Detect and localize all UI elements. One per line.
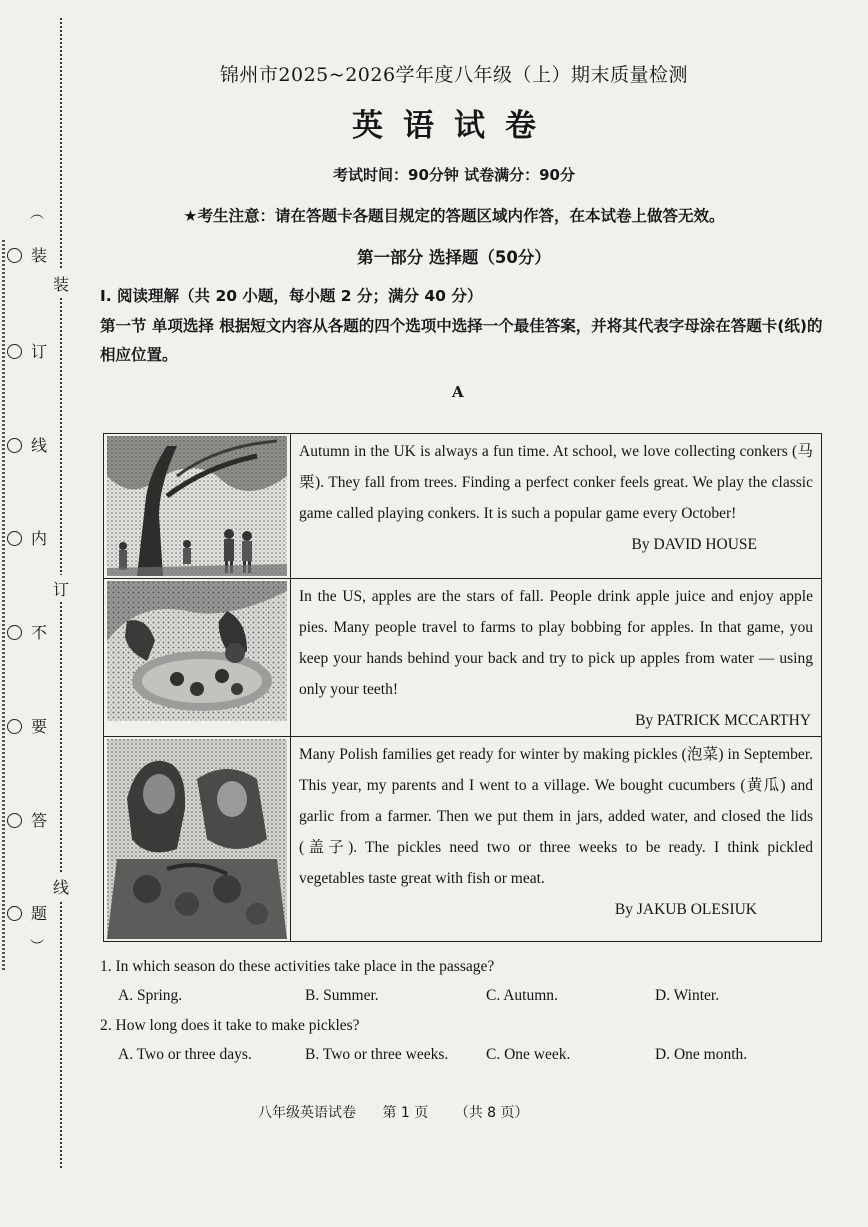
passage-label: A — [452, 383, 464, 401]
passage-author: By DAVID HOUSE — [631, 536, 757, 553]
binding-hole — [7, 625, 22, 640]
passage-author: By JAKUB OLESIUK — [614, 901, 757, 918]
binding-hole — [7, 906, 22, 921]
binding-hole — [7, 531, 22, 546]
section-instruction: 第一节 单项选择 根据短文内容从各题的四个选项中选择一个最佳答案，并将其代表字母涂在答题卡(纸)的相应位置。 — [100, 317, 823, 364]
section-title: I. 阅读理解（共 20 小题，每小题 2 分；满分 40 分） — [100, 287, 483, 305]
binding-top-paren: ︵ — [30, 206, 44, 222]
passage-text: Many Polish families get ready for winter by making pickles (泡菜) in September. This year, my parents and I went to a village. We bought cucumbers (黄瓜) and garlic from a farmer. Then we put them in jars, added water, and closed the lids (盖子). The pickles need two or three weeks to be ready. I think pickled vegetables taste great with fish or meat. — [299, 746, 813, 887]
question-option[interactable]: C. Autumn. — [486, 987, 558, 1004]
passage-image-cell — [104, 434, 291, 579]
binding-bottom-paren: ︶ — [30, 939, 44, 955]
passage-text-cell — [291, 434, 822, 579]
footer-total-pages: （共 8 页） — [454, 1105, 529, 1121]
binding-outer-char: 线 — [53, 873, 69, 900]
passage-text: In the US, apples are the stars of fall. People drink apple juice and enjoy apple pies. Many people travel to farms to play bobbing for apples. In that game, you keep your hands behind your back and try to pick up apples from water — using only your teeth! — [299, 588, 813, 698]
question-option[interactable]: B. Two or three weeks. — [305, 1046, 449, 1063]
binding-char: 题 — [31, 904, 48, 923]
passage-row — [104, 579, 822, 737]
main-title: 英语试卷 — [352, 108, 556, 144]
family-making-pickles-photo — [106, 739, 288, 939]
footer-page-number: 第 1 页 — [382, 1105, 429, 1121]
binding-hole — [7, 719, 22, 734]
exam-title: 锦州市2025~2026学年度八年级（上）期末质量检测 — [219, 64, 689, 86]
binding-char: 线 — [31, 436, 48, 455]
children-under-tree-photo — [106, 436, 288, 576]
binding-char: 要 — [31, 717, 48, 736]
binding-hole — [7, 438, 22, 453]
question-option[interactable]: C. One week. — [486, 1046, 571, 1063]
binding-hole — [7, 813, 22, 828]
binding-char: 装 — [31, 246, 48, 265]
binding-char: 订 — [31, 342, 48, 361]
footer-subject: 八年级英语试卷 — [258, 1105, 356, 1121]
question-option[interactable]: D. Winter. — [655, 987, 720, 1004]
question-stem: 1. In which season do these activities take place in the passage? — [100, 958, 495, 975]
binding-outer-char: 订 — [53, 575, 69, 602]
passage-image-cell — [104, 579, 291, 737]
page-footer — [258, 1102, 551, 1122]
question-option[interactable]: D. One month. — [655, 1046, 748, 1063]
passage-text: Autumn in the UK is always a fun time. At school, we love collecting conkers (马栗). They fall from trees. Finding a perfect conker feels great. We play the classic game called playing conkers. It is such a popular game every October! — [299, 443, 813, 522]
question-option[interactable]: A. Spring. — [118, 987, 183, 1004]
passage-row — [104, 737, 822, 942]
passage-image-cell — [104, 737, 291, 942]
exam-notice: ★考生注意：请在答题卡各题目规定的答题区域内作答，在本试卷上做答无效。 — [183, 207, 725, 225]
binding-char: 内 — [31, 529, 48, 548]
question-option[interactable]: A. Two or three days. — [118, 1046, 252, 1063]
part-title: 第一部分 选择题（50分） — [357, 248, 551, 267]
question-stem: 2. How long does it take to make pickles? — [100, 1017, 360, 1034]
exam-info: 考试时间：90分钟 试卷满分：90分 — [333, 166, 575, 184]
binding-hole — [7, 344, 22, 359]
passage-text-cell — [291, 737, 822, 942]
bobbing-for-apples-photo — [106, 581, 288, 721]
passage-author: By PATRICK MCCARTHY — [635, 712, 811, 729]
binding-char: 答 — [31, 811, 48, 830]
passage-table — [103, 433, 822, 942]
question-option[interactable]: B. Summer. — [305, 987, 379, 1004]
binding-edge-line — [2, 240, 5, 970]
passage-row — [104, 434, 822, 579]
binding-char: 不 — [31, 623, 48, 642]
binding-outer-char: 装 — [53, 270, 69, 297]
passage-text-cell — [291, 579, 822, 737]
